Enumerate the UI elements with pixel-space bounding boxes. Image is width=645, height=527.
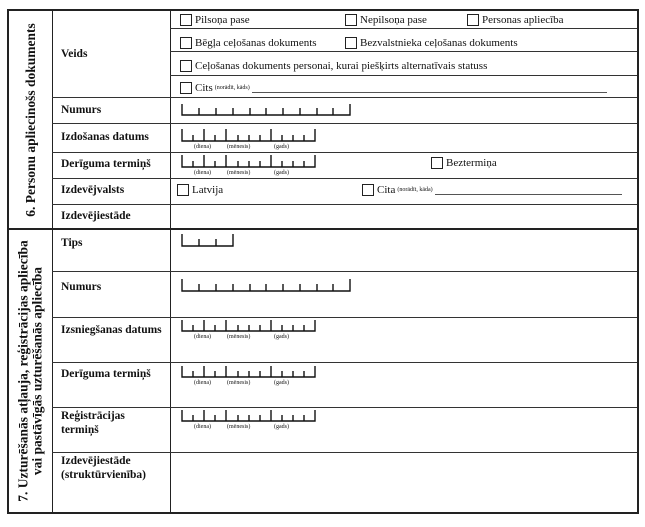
registration-term-label: Reģistrācijas termiņš: [61, 410, 125, 436]
s7-validity-label: Derīguma termiņš: [61, 368, 151, 380]
number-comb: [182, 104, 350, 115]
day-caption: (diena): [194, 170, 211, 176]
day-caption: (diena): [194, 380, 211, 386]
year-caption: (gads): [274, 144, 289, 150]
option-noncitizen-passport[interactable]: Nepilsoņa pase: [345, 14, 427, 26]
s7-number-label: Numurs: [61, 281, 102, 293]
validity-comb: [182, 155, 315, 167]
option-citizen-passport[interactable]: Pilsoņa pase: [180, 14, 250, 26]
tips-comb: [182, 234, 233, 246]
section-6-title: 6. Personu apliecinošs dokuments: [22, 22, 38, 217]
day-caption: (diena): [194, 334, 211, 340]
month-caption: (mēnesis): [227, 334, 251, 340]
option-stateless-doc[interactable]: Bezvalstnieka ceļošanas dokuments: [345, 37, 518, 49]
tips-label: Tips: [61, 237, 83, 249]
option-id-card[interactable]: Personas apliecība: [467, 14, 564, 26]
section-7-title-line-2: vai pastāvīgās uzturēšanās apliecība: [29, 266, 45, 476]
option-country-other[interactable]: Cita (norādīt, kāda): [362, 184, 622, 196]
month-caption: (mēnesis): [227, 170, 251, 176]
option-alt-status-doc[interactable]: Ceļošanas dokuments personai, kurai piešķirts alternatīvais statuss: [180, 60, 487, 72]
issue-date-comb: [182, 129, 315, 141]
option-other-doc[interactable]: Cits (norādīt, kāds): [180, 82, 607, 94]
form-sheet: [7, 9, 639, 514]
year-caption: (gads): [274, 424, 289, 430]
year-caption: (gads): [274, 170, 289, 176]
s7-issue-date-label: Izsniegšanas datums: [61, 324, 162, 336]
issuing-country-label: Izdevējvalsts: [61, 184, 125, 196]
issuing-authority-label: Izdevējiestāde: [61, 210, 131, 222]
s7-number-comb: [182, 279, 350, 291]
validity-label: Derīguma termiņš: [61, 158, 151, 170]
day-caption: (diena): [194, 424, 211, 430]
year-caption: (gads): [274, 380, 289, 386]
s7-issue-date-comb: [182, 320, 315, 331]
issue-date-label: Izdošanas datums: [61, 131, 149, 143]
comb-fields: [9, 11, 637, 512]
type-label: Veids: [61, 48, 88, 60]
option-country-latvia[interactable]: Latvija: [177, 184, 223, 196]
registration-comb: [182, 410, 315, 421]
s7-authority-label: Izdevējiestāde (struktūrvienība): [61, 455, 146, 481]
number-label: Numurs: [61, 104, 102, 116]
option-refugee-doc[interactable]: Bēgļa ceļošanas dokuments: [180, 37, 317, 49]
month-caption: (mēnesis): [227, 424, 251, 430]
month-caption: (mēnesis): [227, 144, 251, 150]
day-caption: (diena): [194, 144, 211, 150]
month-caption: (mēnesis): [227, 380, 251, 386]
s7-validity-comb: [182, 366, 315, 377]
section-7-title-line-1: 7. Uzturēšanās atļauja, reģistrācijas apliecība: [15, 240, 31, 502]
option-unlimited[interactable]: Beztermiņa: [431, 157, 497, 169]
year-caption: (gads): [274, 334, 289, 340]
